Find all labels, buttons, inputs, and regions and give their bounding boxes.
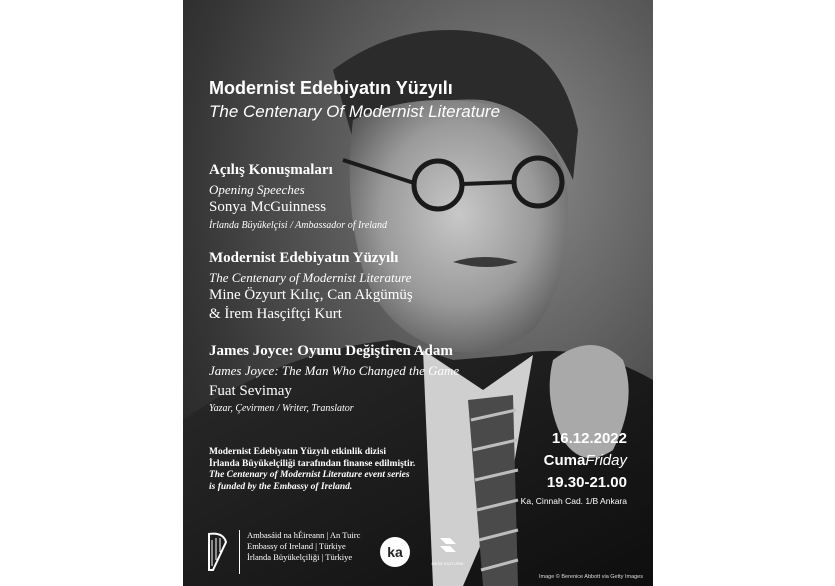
harp-icon [205,530,229,572]
session-2-speakers-line1: Mine Özyurt Kılıç, Can Akgümüş [209,287,413,303]
funding-note-tr-line2: İrlanda Büyükelçiliği tarafından finanse edilmiştir. [209,458,416,469]
mese-logo-icon [438,536,458,556]
ka-logo: ka [380,537,410,567]
event-day-tr: Cuma [543,452,586,469]
event-poster [183,0,653,586]
funding-note-tr-line1: Modernist Edebiyatın Yüzyılı etkinlik dizisi [209,447,387,457]
session-3-role: Yazar, Çevirmen / Writer, Translator [209,403,354,414]
embassy-line3: İrlanda Büyükelçiliği | Türkiye [247,552,353,562]
session-1-title-en: Opening Speeches [209,182,305,197]
session-2-title-en: The Centenary of Modernist Literature [209,270,412,285]
footer-divider [239,530,240,574]
session-3-title-tr: James Joyce: Oyunu Değiştiren Adam [209,343,453,359]
mese-logo [431,536,465,566]
event-time: 19.30-21.00 [546,474,627,491]
event-address: Ka, Cinnah Cad. 1/B Ankara [520,496,627,506]
session-2-speakers-line2: & İrem Hasçiftçi Kurt [209,306,342,322]
funding-note-en-line2: is funded by the Embassy of Ireland. [209,481,353,492]
title-tr: Modernist Edebiyatın Yüzyılı [209,78,453,98]
session-1-role: İrlanda Büyükelçisi / Ambassador of Ireland [209,220,388,231]
session-3-speaker: Fuat Sevimay [209,383,292,399]
session-3-title-en: James Joyce: The Man Who Changed the Game [209,363,460,378]
embassy-block [247,530,360,563]
event-day [544,452,627,469]
session-1-title-tr: Açılış Konuşmaları [209,162,333,178]
session-2-title-tr: Modernist Edebiyatın Yüzyılı [209,250,399,266]
event-day-en: Friday [585,452,627,469]
embassy-line1: Ambasáid na hÉireann | An Tuirc [247,530,361,540]
event-date: 16.12.2022 [551,430,627,447]
session-1-speaker: Sonya McGuinness [209,199,327,215]
title-en: The Centenary Of Modernist Literature [209,102,501,121]
embassy-line2: Embassy of Ireland | Türkiye [247,541,346,551]
funding-note [209,447,415,493]
funding-note-en-line1: The Centenary of Modernist Literature event series [209,470,410,480]
mese-logo-label: MESE KULTUREL [431,561,465,566]
image-credit: Image © Berenice Abbott via Getty Images [538,574,643,580]
